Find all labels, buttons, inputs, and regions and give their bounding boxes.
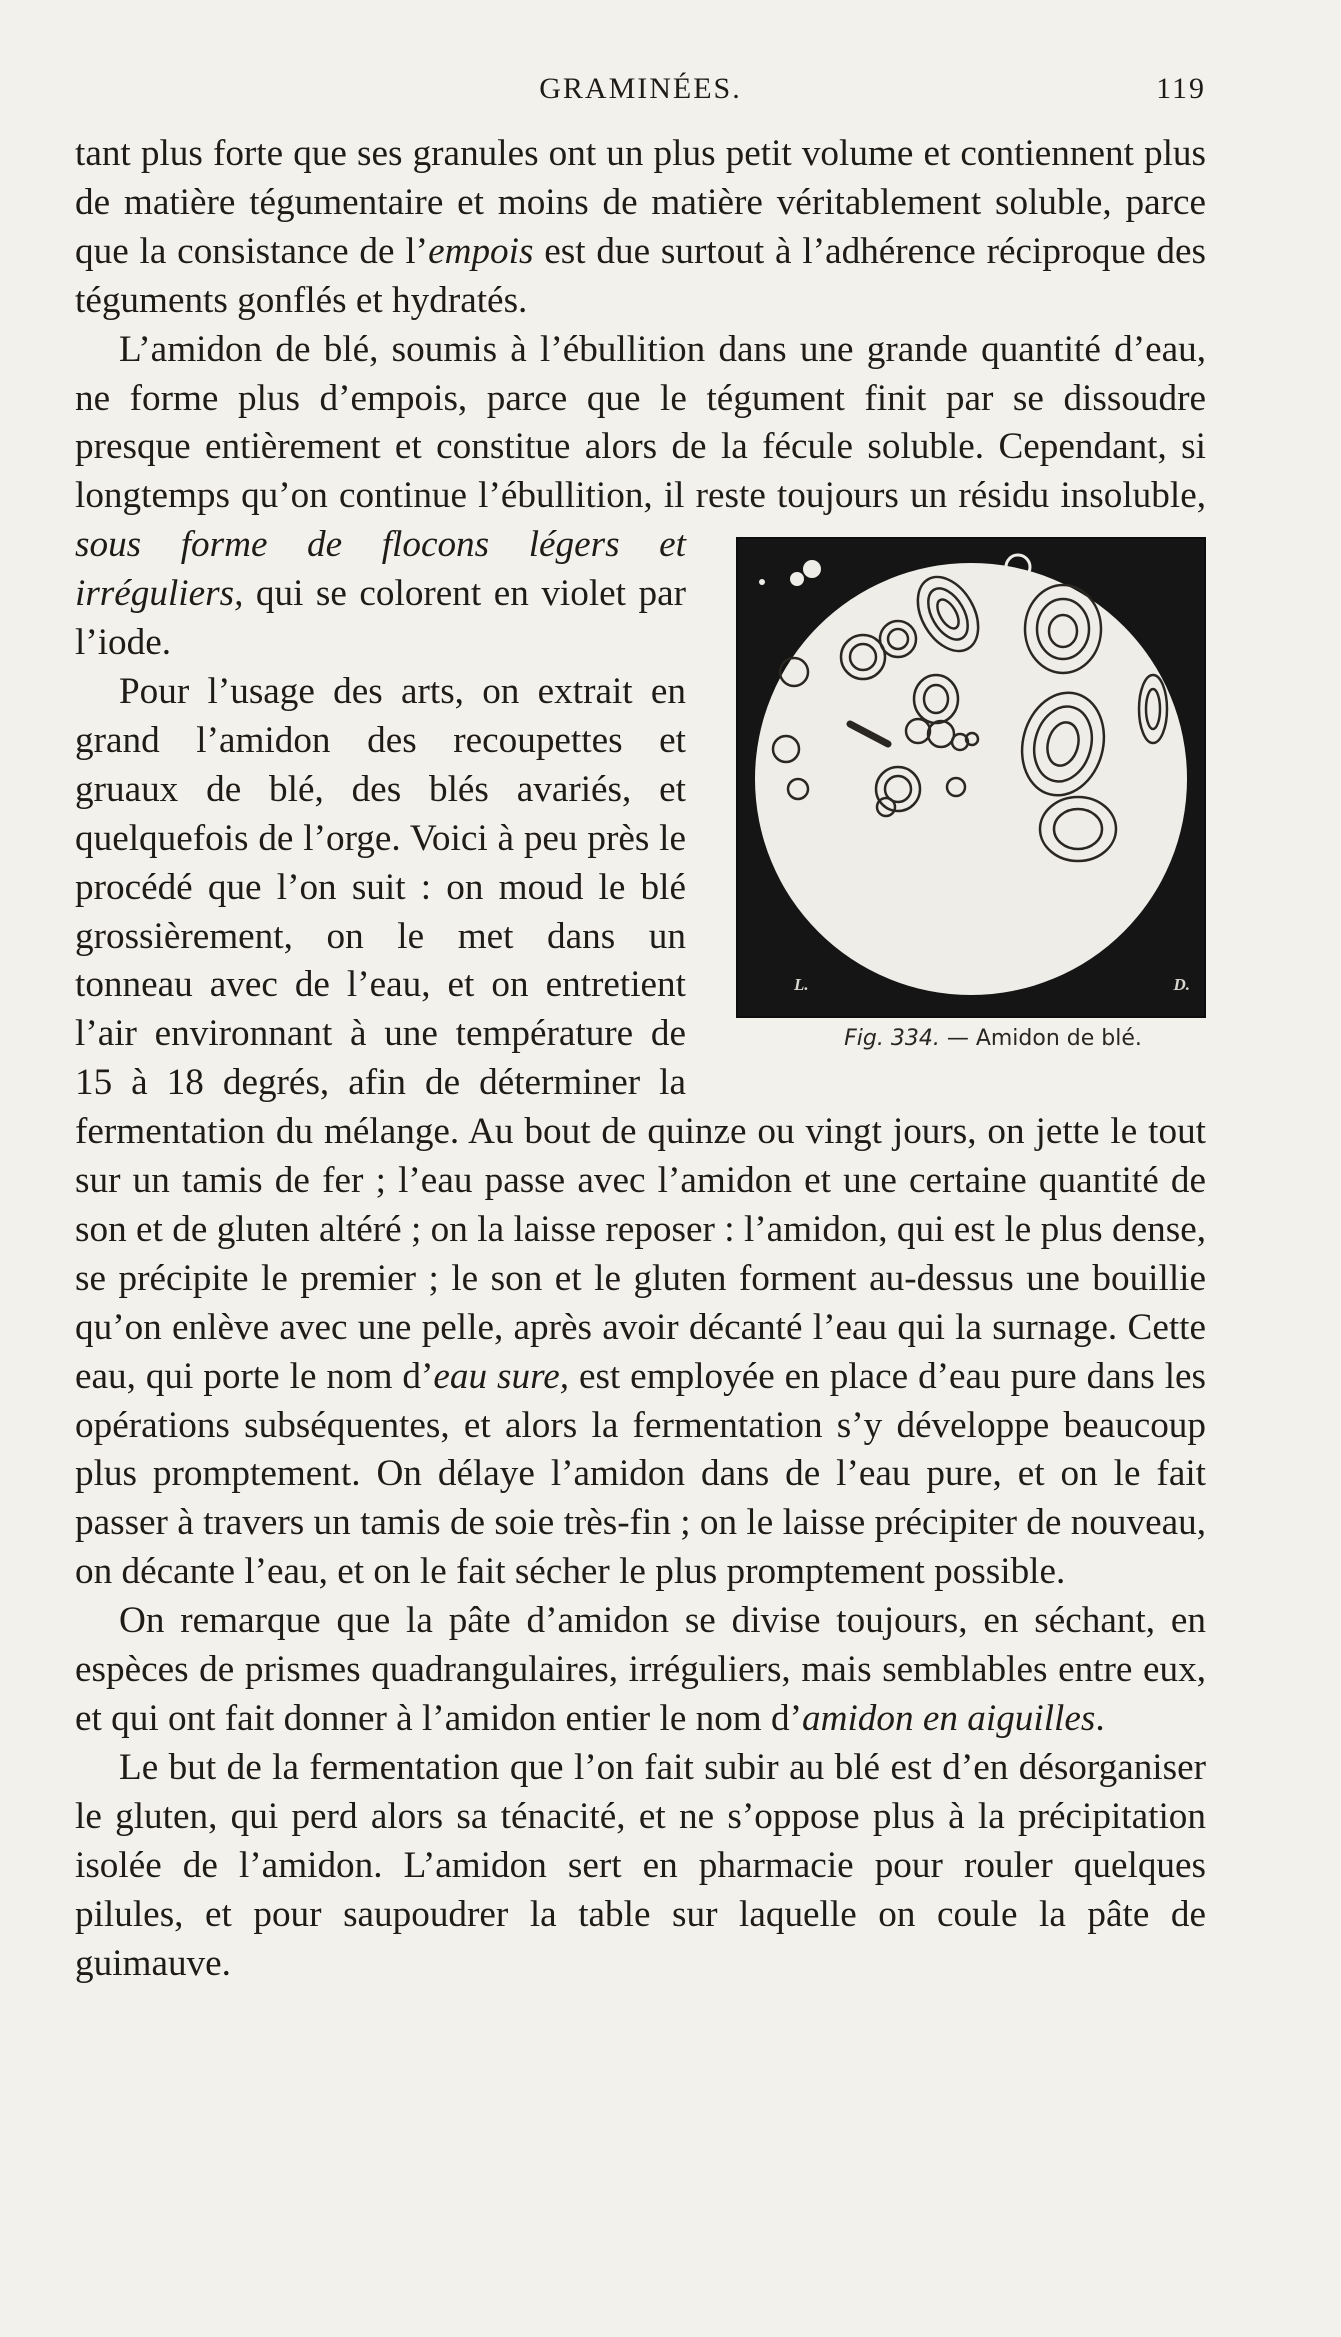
paragraph-2-start: L’amidon de blé, soumis à l’ébullition dans une grande quantité d’eau, ne forme plus d’empois, parce que le tégument finit par se dissoudre presque entièrement et constitue alors de la fécule soluble. Cependant, si longtemps qu’on continue l’ébullition, il reste toujours un résidu insoluble, <box>75 328 1206 517</box>
paragraph-1: tant plus forte que ses granules ont un plus petit volume et contiennent plus de matière tégumentaire et moins de matière véritablement soluble, parce que la consistance de l’empois est due surtout à l’adhérence réciproque des téguments gonflés et hydratés. <box>75 133 1207 321</box>
paragraph-4: On remarque que la pâte d’amidon se divise toujours, en séchant, en espèces de prismes quadrangulaires, irréguliers, mais semblables entre eux, et qui ont fait donner à l’amidon entier le nom d’amidon en aiguilles. <box>75 1600 1206 1739</box>
paragraph-2-italic: sous forme de flocons légers et irréguliers, <box>75 524 686 615</box>
figure-caption <box>736 1024 1206 1054</box>
running-header <box>75 72 1206 116</box>
running-title: GRAMINÉES. <box>539 72 742 105</box>
figure-caption-text: — Amidon de blé. <box>939 1026 1142 1052</box>
microscope-plate <box>736 537 1206 1018</box>
plate-label-right: D. <box>1173 975 1190 995</box>
paragraph-2-end: qui se colorent en violet par l’iode. <box>75 573 686 664</box>
figure-starch-grains <box>736 537 1206 1054</box>
paragraph-3: Pour l’usage des arts, on extrait en grand l’amidon des recoupettes et gruaux de blé, des blés avariés, et quelquefois de l’orge. Voici à peu près le procédé que l’on suit : on moud le blé grossièrement, on le met dans un tonneau avec de l’eau, et on entretient l’air environnant à une température de 15 à 18 degrés, afin de déterminer la fermentation du mélange. Au bout de quinze ou vingt jours, on jette le tout sur un tamis de fer ; l’eau passe avec l’amidon et une certaine quantité de son et de gluten altéré ; on la laisse reposer : l’amidon, qui est le plus dense, se précipite le premier ; le son et le gluten forment au-dessus une bouillie qu’on enlève avec une pelle, après avoir décanté l’eau qui la surnage. Cette eau, qui porte le nom d’eau sure, est employée en place d’eau pure dans les opérations subséquentes, et alors la fermentation s’y développe beaucoup plus promptement. On délaye l’amidon dans de l’eau pure, et on le fait passer à travers un tamis de soie très-fin ; on le laisse précipiter de nouveau, on décante l’eau, et on le fait sécher le plus promptement possible. <box>75 670 1207 1593</box>
plate-label-left: L. <box>794 975 809 995</box>
starch-grains-illustration <box>738 539 1204 1016</box>
figure-number: Fig. 334. <box>844 1026 940 1052</box>
page-number: 119 <box>1156 72 1206 105</box>
paragraph-2 <box>75 326 1206 1052</box>
body-text <box>75 130 1206 1988</box>
paragraph-5: Le but de la fermentation que l’on fait subir au blé est d’en désorganiser le gluten, qui perd alors sa ténacité, et ne s’oppose plus à la précipitation isolée de l’amidon. L’amidon sert en pharmacie pour rouler quelques pilules, et pour saupoudrer la table sur laquelle on coule la pâte de guimauve. <box>75 1746 1206 1984</box>
